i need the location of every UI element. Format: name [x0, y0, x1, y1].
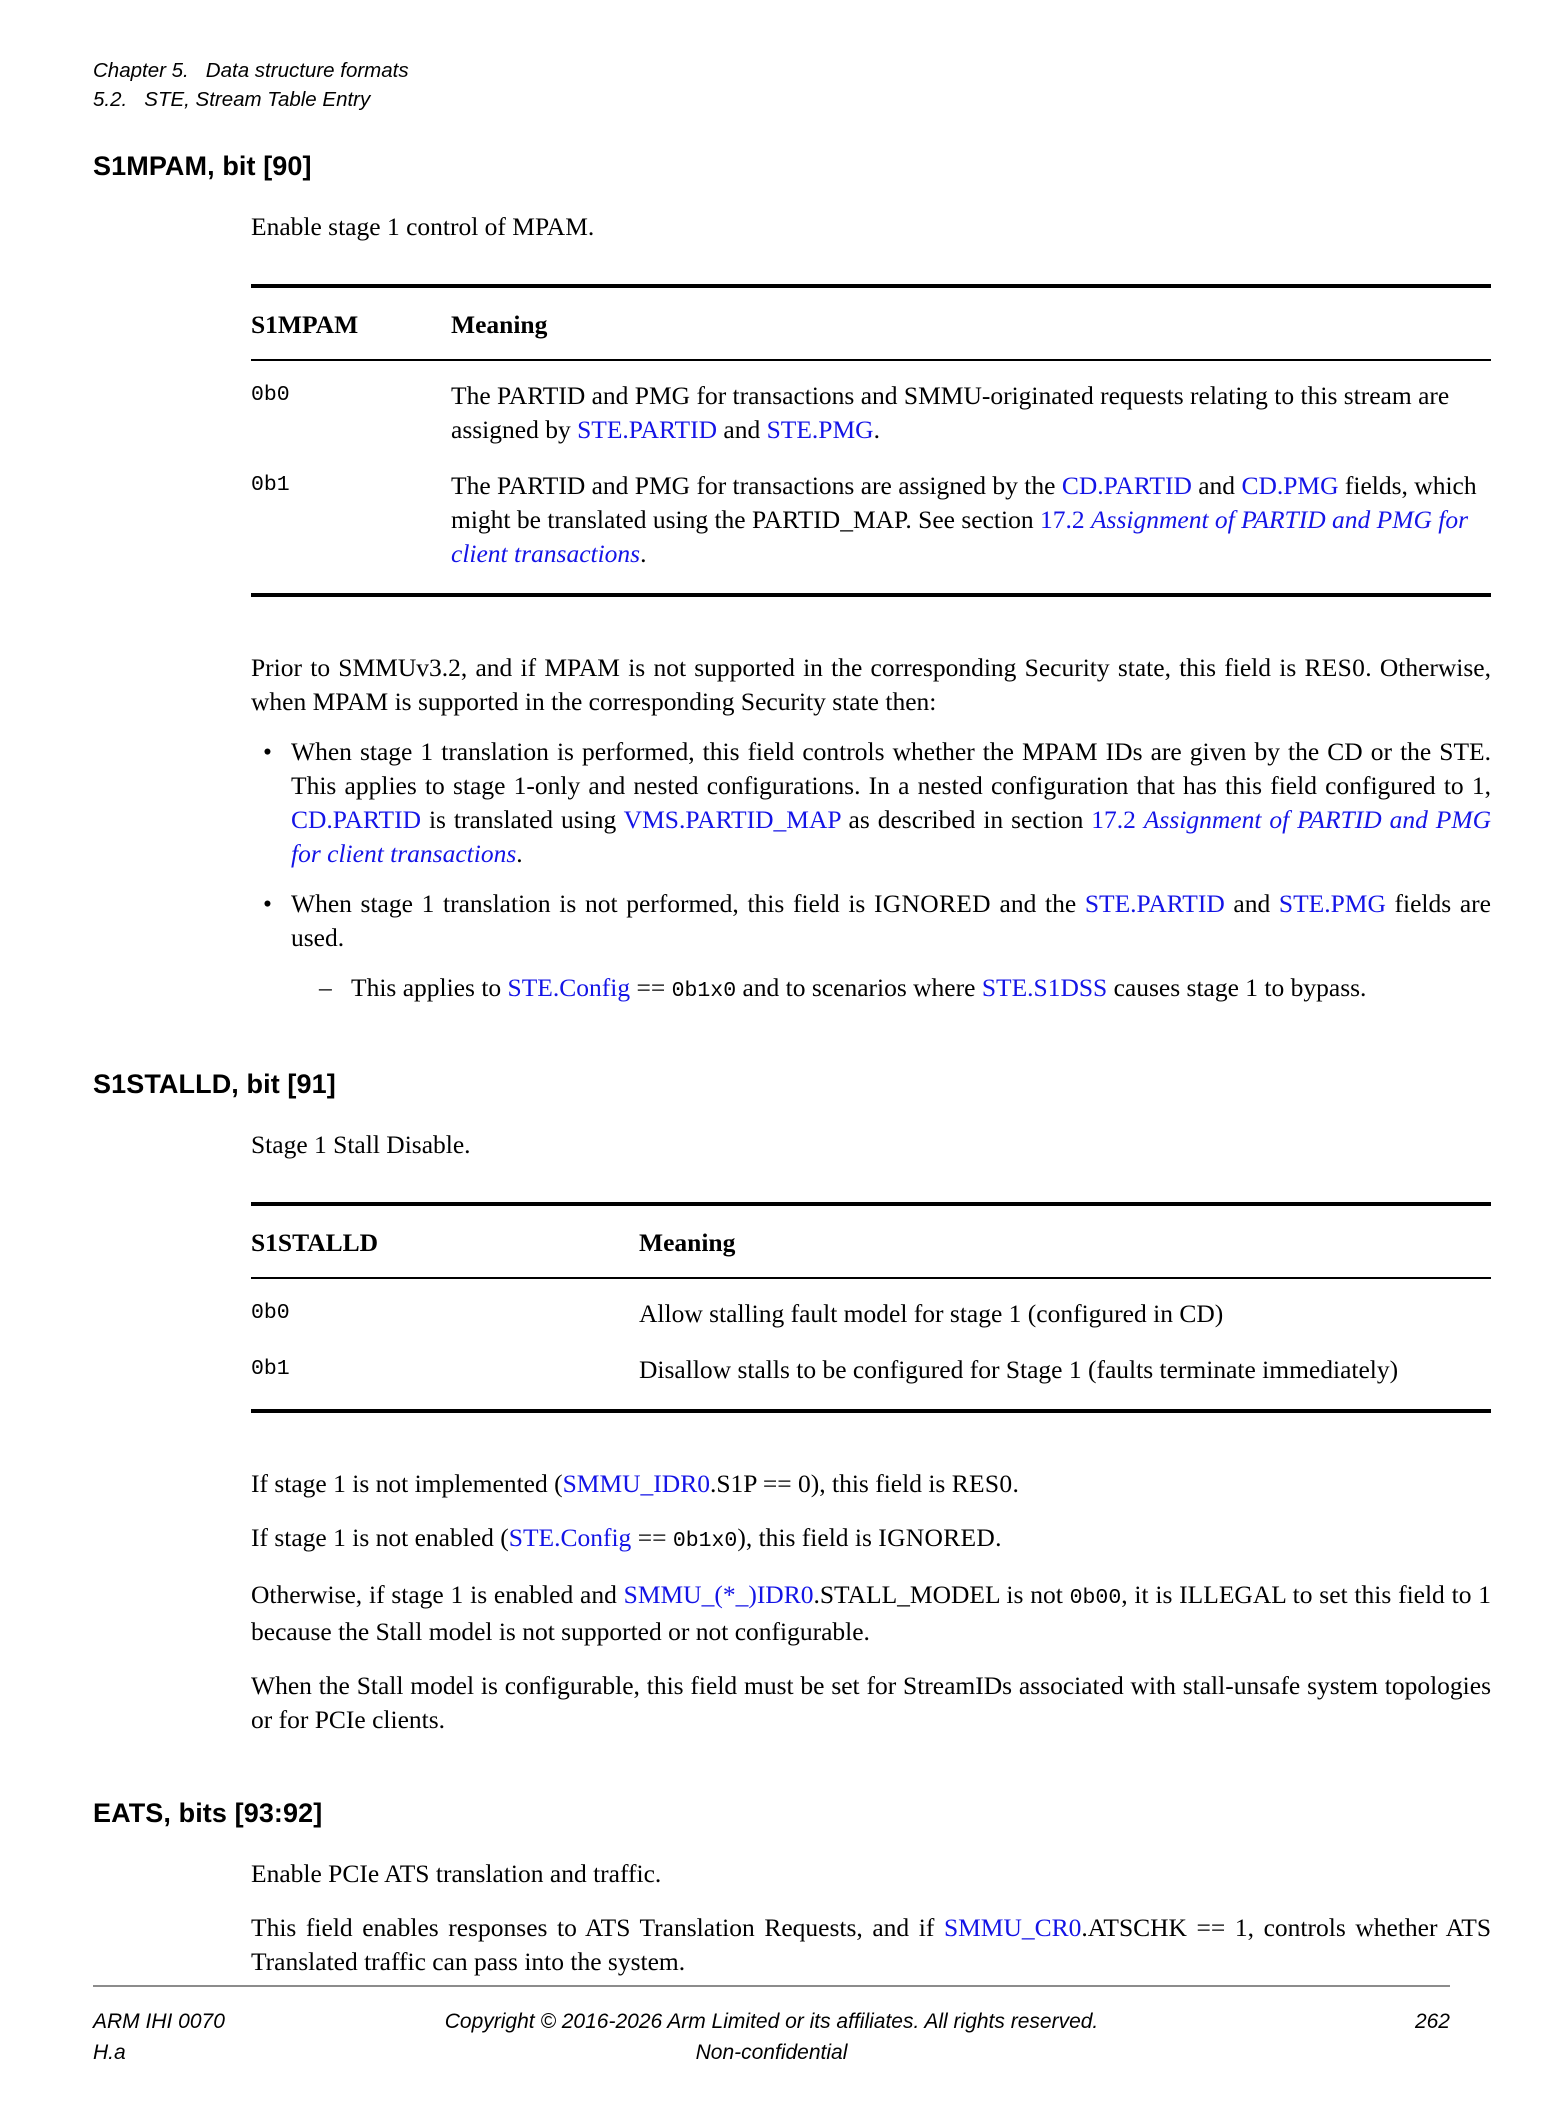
cross-reference-link[interactable]: VMS.PARTID_MAP — [623, 805, 841, 834]
spacer — [93, 244, 1491, 284]
footer-doc-revision: H.a — [93, 2041, 126, 2064]
cross-reference-link[interactable]: STE.PARTID — [577, 415, 718, 444]
s1stalld-row0-value — [251, 1279, 639, 1335]
spacer — [251, 1501, 1491, 1521]
cross-reference-link[interactable]: STE.PMG — [1278, 889, 1386, 918]
s1mpam-bullet-list — [251, 735, 1491, 955]
footer-doc-id: ARM IHI 0070 — [93, 2010, 225, 2033]
s1stalld-intro-block — [251, 1128, 1491, 1162]
cross-reference-link[interactable]: STE.PMG — [766, 415, 874, 444]
s1mpam-intro-text: Enable stage 1 control of MPAM. — [251, 212, 595, 241]
table-row — [251, 1279, 1491, 1335]
footer-divider — [93, 1985, 1450, 1987]
s1mpam-col2-header: Meaning — [451, 310, 548, 339]
smallcaps-run: IGNORED — [878, 1523, 996, 1552]
page-content — [93, 150, 1491, 1979]
cross-reference-link[interactable]: CD.PMG — [1241, 471, 1339, 500]
cross-reference-link[interactable]: SMMU_IDR0 — [562, 1469, 710, 1498]
mono-run: 0b1x0 — [671, 979, 737, 1003]
spacer — [93, 1737, 1491, 1797]
footer-copyright: Copyright © 2016-2026 Arm Limited or its affiliates. All rights reserved. — [444, 2010, 1099, 2033]
s1stalld-row1-meaning: Disallow stalls to be configured for Stage 1 (faults terminate immediately) — [639, 1355, 1399, 1384]
cross-reference-link[interactable]: CD.PARTID — [291, 805, 422, 834]
s1stalld-body-block — [251, 1467, 1491, 1737]
s1stalld-intro-text: Stage 1 Stall Disable. — [251, 1130, 471, 1159]
subbullet-text: This applies to STE.Config == 0b1x0 and to scenarios where STE.S1DSS causes stage 1 to bypass. — [351, 973, 1367, 1003]
cross-reference-link[interactable]: SMMU_CR0 — [943, 1913, 1082, 1942]
s1mpam-table-block — [251, 284, 1491, 597]
s1mpam-value-table — [251, 284, 1491, 597]
section-heading-s1mpam: S1MPAM, bit [90] — [93, 151, 312, 181]
s1mpam-body-block — [251, 651, 1491, 1008]
smallcaps-run: IGNORED — [874, 889, 991, 918]
s1mpam-col1-header: S1MPAM — [251, 310, 359, 339]
page-footer — [93, 2006, 1450, 2068]
s1stalld-table-block — [251, 1202, 1491, 1413]
bit-value: 0b1 — [251, 1357, 290, 1381]
cross-reference-link[interactable]: STE.Config — [508, 1523, 632, 1552]
footer-page-number: 262 — [1414, 2010, 1450, 2033]
cross-reference-link[interactable]: STE.Config — [507, 973, 631, 1002]
cross-reference-link[interactable]: 17.2 — [1039, 505, 1085, 534]
s1mpam-intro-block — [251, 210, 1491, 244]
smallcaps-run: RES0 — [1304, 653, 1366, 682]
eats-intro-text: Enable PCIe ATS translation and traffic. — [251, 1859, 662, 1888]
s1mpam-row0-meaning: The PARTID and PMG for transactions and SMMU-originated requests relating to this stream are assigned by STE.PARTID and STE.PMG. — [451, 381, 1450, 444]
s1mpam-row1-meaning: The PARTID and PMG for transactions are assigned by the CD.PARTID and CD.PMG fields, which might be translated using the PARTID_MAP. See section 17.2 Assignment of PARTID and PMG for client transactions. — [451, 471, 1477, 568]
smallcaps-run: RES0 — [951, 1469, 1013, 1498]
eats-paragraph-1: This field enables responses to ATS Translation Requests, and if SMMU_CR0.ATSCHK == 1, controls whether ATS Translated traffic can pass into the system. — [251, 1913, 1492, 1976]
table-row — [251, 361, 1491, 451]
table-row — [251, 1335, 1491, 1409]
table-row — [251, 451, 1491, 593]
spacer — [251, 1649, 1491, 1669]
s1stalld-paragraph-3: Otherwise, if stage 1 is enabled and SMMU_(*_)IDR0.STALL_MODEL is not 0b00, it is ILLEGAL to set this field to 1 because the Stall model is not supported or not configurable. — [251, 1580, 1491, 1646]
s1mpam-paragraph-1: Prior to SMMUv3.2, and if MPAM is not supported in the corresponding Security state, this field is RES0. Otherwise, when MPAM is supported in the corresponding Security state then: — [251, 653, 1491, 716]
bullet-dot-icon: • — [263, 889, 272, 918]
list-item — [251, 887, 1491, 955]
eats-body-block — [251, 1857, 1491, 1979]
section-heading-eats: EATS, bits [93:92] — [93, 1798, 323, 1828]
bullet-dot-icon: • — [263, 737, 272, 766]
s1stalld-row0-meaning: Allow stalling fault model for stage 1 (configured in CD) — [639, 1299, 1224, 1328]
bullet-dash-icon: – — [319, 973, 332, 1002]
cross-reference-link[interactable]: STE.PARTID — [1084, 889, 1225, 918]
spacer — [251, 719, 1491, 735]
table-header-row — [251, 288, 1491, 359]
s1mpam-row1-value — [251, 451, 451, 593]
s1stalld-col2-header: Meaning — [639, 1228, 736, 1257]
footer-row-top — [93, 2006, 1450, 2037]
spacer — [93, 597, 1491, 651]
s1mpam-subbullet-list — [311, 971, 1491, 1008]
running-header — [93, 56, 1453, 114]
footer-confidentiality: Non-confidential — [695, 2041, 848, 2064]
cross-reference-link[interactable]: SMMU_(*_)IDR0 — [623, 1580, 814, 1609]
mono-run: 0b00 — [1069, 1586, 1122, 1610]
section-heading-s1stalld: S1STALLD, bit [91] — [93, 1069, 336, 1099]
cross-reference-link[interactable]: STE.S1DSS — [981, 973, 1108, 1002]
spacer — [251, 955, 1491, 971]
cross-reference-link[interactable]: 17.2 — [1091, 805, 1136, 834]
table-header-row — [251, 1206, 1491, 1277]
header-section-line: 5.2. STE, Stream Table Entry — [93, 88, 371, 111]
spacer — [93, 1100, 1491, 1128]
cross-reference-link[interactable]: Assignment of PARTID and PMG for client transactions — [291, 805, 1491, 868]
bit-value: 0b0 — [251, 383, 290, 407]
bit-value: 0b0 — [251, 1301, 290, 1325]
spacer — [93, 1829, 1491, 1857]
bit-value: 0b1 — [251, 473, 290, 497]
s1stalld-col1-header: S1STALLD — [251, 1228, 379, 1257]
spacer — [93, 1162, 1491, 1202]
spacer — [93, 182, 1491, 210]
spacer — [251, 1558, 1491, 1578]
footer-row-bottom — [93, 2037, 1450, 2068]
spacer — [93, 1413, 1491, 1467]
s1stalld-paragraph-4: When the Stall model is configurable, this field must be set for StreamIDs associated with stall-unsafe system topologies or for PCIe clients. — [251, 1671, 1491, 1734]
mono-run: 0b1x0 — [672, 1529, 738, 1553]
s1stalld-paragraph-1: If stage 1 is not implemented (SMMU_IDR0.S1P == 0), this field is RES0. — [251, 1469, 1019, 1498]
list-item — [251, 735, 1491, 871]
spacer — [251, 1891, 1491, 1911]
s1stalld-value-table — [251, 1202, 1491, 1413]
s1mpam-row0-value — [251, 361, 451, 451]
s1stalld-row1-value — [251, 1335, 639, 1409]
bullet-text: When stage 1 translation is performed, this field controls whether the MPAM IDs are given by the CD or the STE. This applies to stage 1-only and nested configurations. In a nested configuration that has this field configured to 1, CD.PARTID is translated using VMS.PARTID_MAP as described in section 17.2 Assignment of PARTID and PMG for client transactions. — [291, 737, 1491, 868]
s1stalld-paragraph-2: If stage 1 is not enabled (STE.Config == 0b1x0), this field is IGNORED. — [251, 1523, 1002, 1553]
bullet-text: When stage 1 translation is not performed, this field is IGNORED and the STE.PARTID and STE.PMG fields are used. — [291, 889, 1491, 952]
header-chapter-line: Chapter 5. Data structure formats — [93, 59, 409, 82]
cross-reference-link[interactable]: Assignment of PARTID and PMG for client transactions — [451, 505, 1469, 568]
list-item — [311, 971, 1491, 1008]
cross-reference-link[interactable]: CD.PARTID — [1061, 471, 1192, 500]
spacer — [93, 1008, 1491, 1068]
